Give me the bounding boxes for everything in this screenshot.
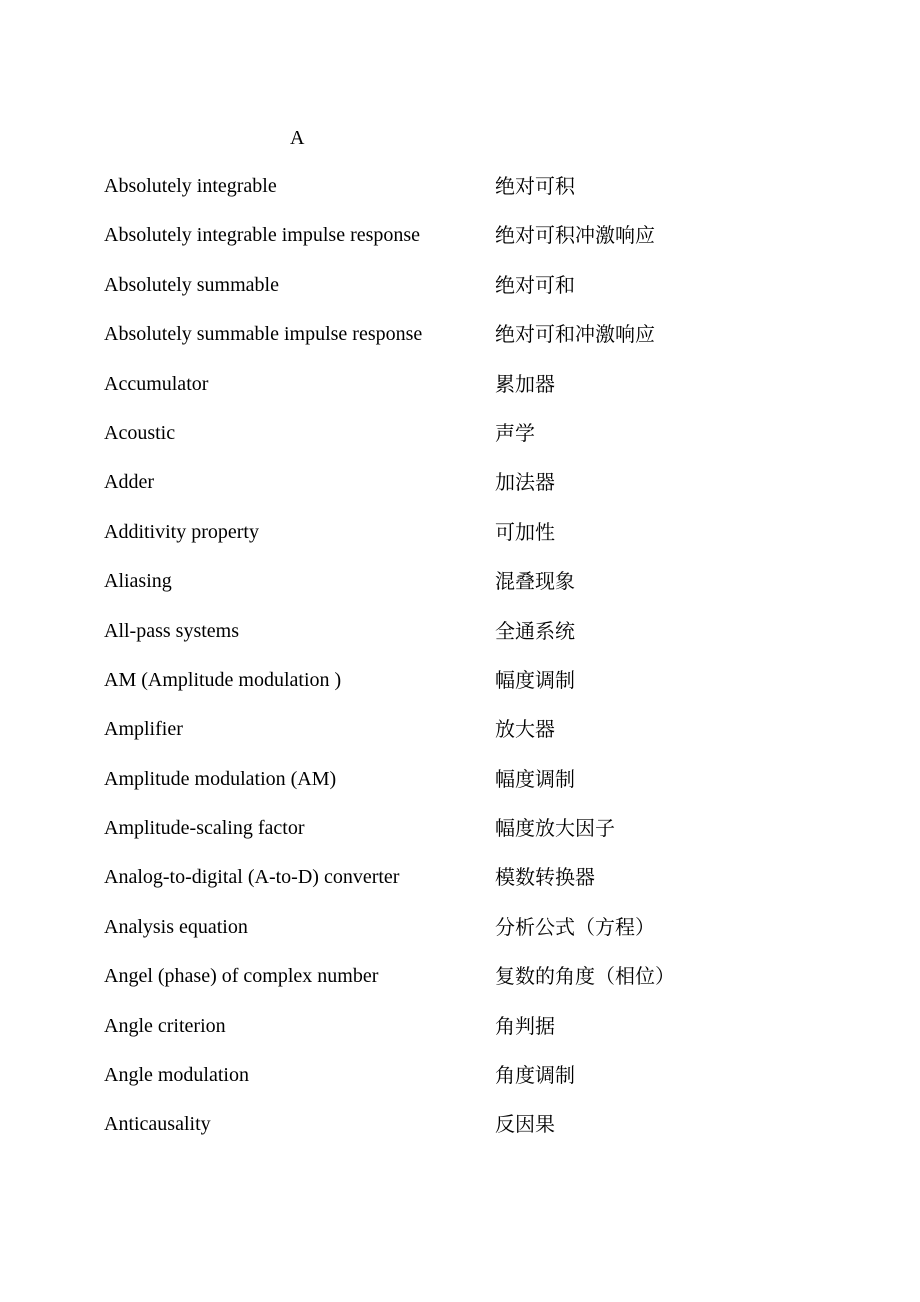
glossary-term: Amplitude modulation (AM) <box>104 767 337 790</box>
glossary-term: Additivity property <box>104 520 259 543</box>
glossary-row <box>0 715 920 764</box>
glossary-translation: 绝对可和冲激响应 <box>495 322 655 347</box>
glossary-translation: 累加器 <box>495 371 555 396</box>
glossary-translation: 加法器 <box>495 470 555 495</box>
glossary-row <box>0 221 920 270</box>
glossary-translation: 幅度放大因子 <box>495 816 615 841</box>
glossary-translation: 分析公式（方程） <box>495 914 655 939</box>
section-letter-heading: A <box>290 127 305 149</box>
glossary-term: Absolutely integrable impulse response <box>104 224 421 247</box>
glossary-row <box>0 271 920 320</box>
glossary-row <box>0 567 920 616</box>
glossary-term: Angle modulation <box>104 1064 249 1087</box>
glossary-term: Angel (phase) of complex number <box>104 965 379 988</box>
glossary-term: Analysis equation <box>104 915 248 938</box>
glossary-translation: 可加性 <box>495 519 555 544</box>
glossary-term: Aliasing <box>104 570 172 593</box>
glossary-row <box>0 419 920 468</box>
glossary-term: Absolutely summable <box>104 273 279 296</box>
glossary-translation: 混叠现象 <box>495 569 575 594</box>
glossary-row <box>0 765 920 814</box>
glossary-row <box>0 666 920 715</box>
glossary-translation: 绝对可积 <box>495 174 575 198</box>
glossary-row <box>0 468 920 517</box>
glossary-translation: 绝对可积冲激响应 <box>495 223 655 248</box>
glossary-row <box>0 863 920 912</box>
glossary-row <box>0 962 920 1011</box>
glossary-translation: 幅度调制 <box>495 667 575 692</box>
glossary-term: Anticausality <box>104 1113 211 1136</box>
glossary-row <box>0 1061 920 1110</box>
glossary-row <box>0 320 920 369</box>
glossary-row <box>0 617 920 666</box>
glossary-translation: 幅度调制 <box>495 766 575 791</box>
glossary-term: All-pass systems <box>104 619 239 642</box>
glossary-term: Analog-to-digital (A-to-D) converter <box>104 866 400 889</box>
glossary-row <box>0 1110 920 1159</box>
glossary-row <box>0 172 920 221</box>
glossary-term: Adder <box>104 471 154 494</box>
glossary-translation: 复数的角度（相位） <box>495 964 675 989</box>
glossary-term: Absolutely integrable <box>104 175 277 197</box>
glossary-list <box>0 172 920 1160</box>
glossary-term: Angle criterion <box>104 1014 226 1037</box>
glossary-term: Amplifier <box>104 718 183 741</box>
glossary-term: Accumulator <box>104 372 209 395</box>
glossary-row <box>0 1012 920 1061</box>
glossary-translation: 反因果 <box>495 1112 555 1137</box>
glossary-translation: 角度调制 <box>495 1063 575 1088</box>
glossary-row <box>0 518 920 567</box>
glossary-term: Acoustic <box>104 421 176 444</box>
glossary-translation: 模数转换器 <box>495 865 595 890</box>
glossary-translation: 声学 <box>495 420 535 445</box>
glossary-row <box>0 814 920 863</box>
glossary-row <box>0 913 920 962</box>
glossary-translation: 放大器 <box>495 717 555 742</box>
glossary-translation: 绝对可和 <box>495 272 575 297</box>
glossary-translation: 角判据 <box>495 1013 555 1038</box>
glossary-translation: 全通系统 <box>495 618 575 643</box>
glossary-term: Absolutely summable impulse response <box>104 323 423 346</box>
glossary-term: AM (Amplitude modulation ) <box>104 668 342 691</box>
glossary-term: Amplitude-scaling factor <box>104 817 305 840</box>
glossary-row <box>0 370 920 419</box>
